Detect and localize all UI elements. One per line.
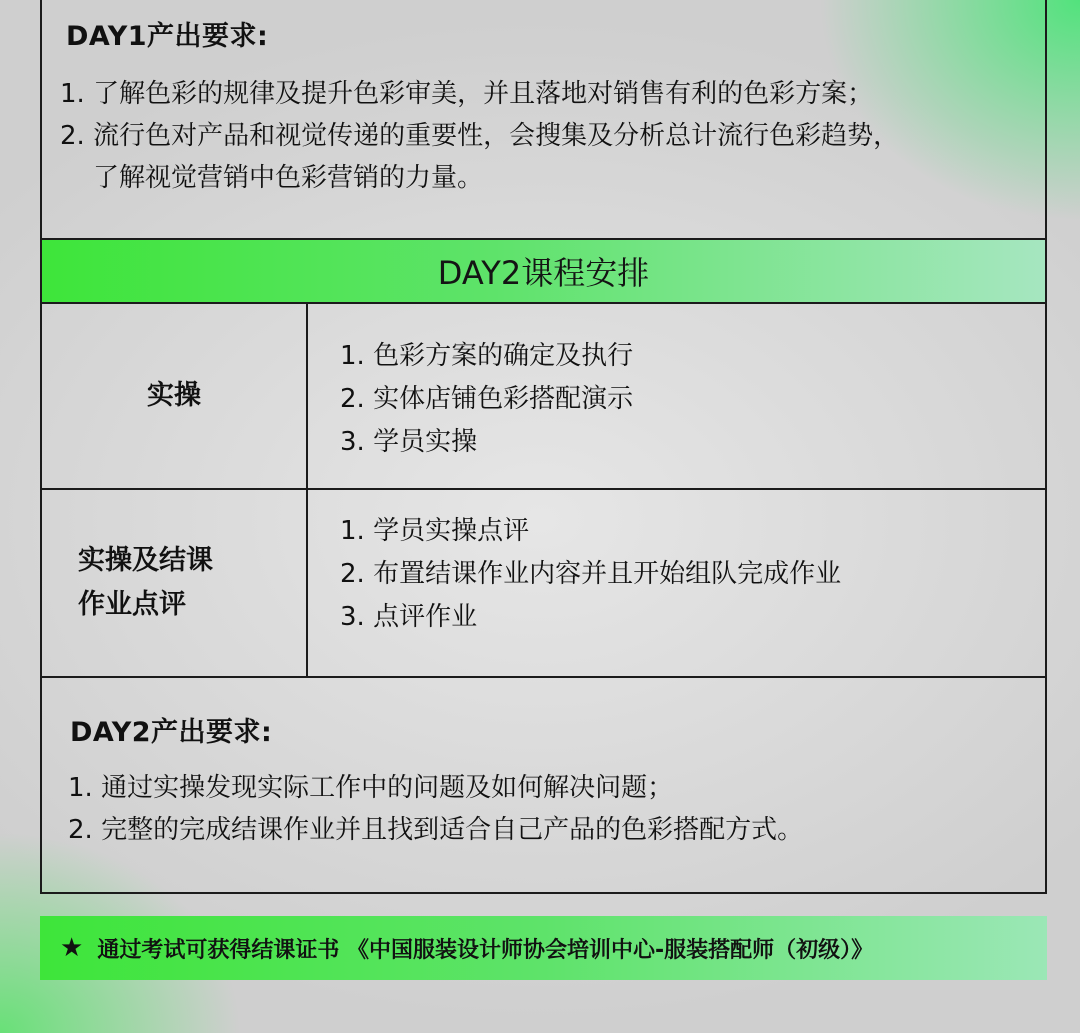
certificate-text: 通过考试可获得结课证书 《中国服装设计师协会培训中心-服装搭配师（初级）》: [97, 937, 874, 963]
day1-title: DAY1产出要求:: [66, 21, 269, 52]
row-label-text: 实操: [147, 380, 201, 411]
row-item: 2. 实体店铺色彩搭配演示: [340, 384, 634, 414]
row-label-line: 实操及结课: [78, 545, 213, 576]
day2-line-1: 1. 通过实操发现实际工作中的问题及如何解决问题；: [68, 773, 674, 803]
day1-line-3: 了解视觉营销中色彩营销的力量。: [60, 163, 484, 193]
day1-line-2: 2. 流行色对产品和视觉传递的重要性，会搜集及分析总计流行色彩趋势，: [60, 121, 900, 151]
row-label: [42, 490, 308, 676]
day2-title: DAY2产出要求:: [70, 717, 273, 748]
row-items: [340, 510, 841, 639]
day1-line-1: 1. 了解色彩的规律及提升色彩审美，并且落地对销售有利的色彩方案；: [60, 79, 874, 109]
day2-schedule-title: DAY2课程安排: [437, 254, 650, 292]
row-item: 2. 布置结课作业内容并且开始组队完成作业: [340, 559, 842, 589]
star-icon: ★: [60, 933, 84, 963]
schedule-row-review: [42, 488, 1045, 676]
day1-requirements: [42, 0, 1045, 238]
course-table: [40, 0, 1047, 894]
row-items: [340, 335, 633, 464]
day2-requirements: [42, 676, 1045, 892]
row-item: 3. 学员实操: [340, 427, 478, 457]
row-label-line: 作业点评: [78, 589, 186, 620]
schedule-row-practice: [42, 302, 1045, 488]
row-item: 3. 点评作业: [340, 602, 478, 632]
day2-line-2: 2. 完整的完成结课作业并且找到适合自己产品的色彩搭配方式。: [68, 815, 804, 845]
day2-schedule-header: [42, 238, 1045, 302]
row-item: 1. 色彩方案的确定及执行: [340, 341, 634, 371]
row-item: 1. 学员实操点评: [340, 516, 530, 546]
certificate-banner: [40, 916, 1047, 980]
row-label: [42, 304, 308, 488]
